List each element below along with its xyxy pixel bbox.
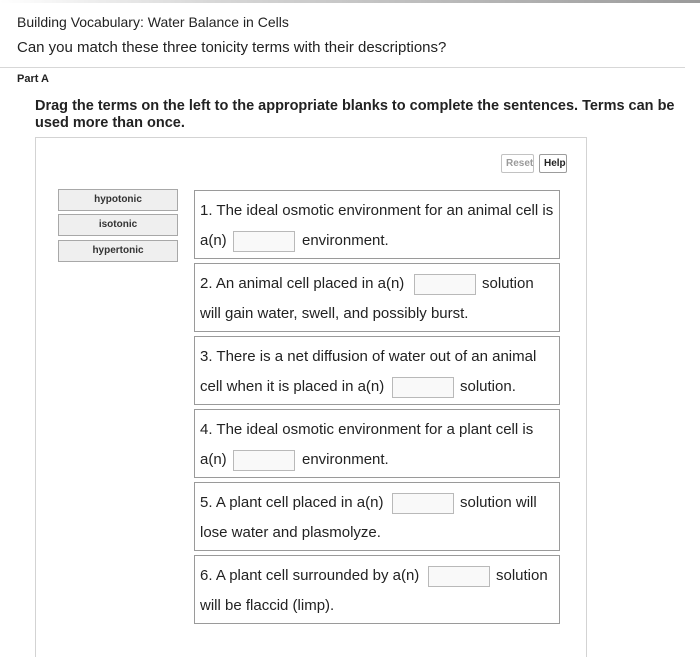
- term-hypertonic[interactable]: hypertonic: [58, 240, 178, 262]
- sentence-3-line-1: 3. There is a net diffusion of water out of an animal: [200, 348, 537, 365]
- drop-blank-3[interactable]: [392, 377, 454, 398]
- drop-blank-4[interactable]: [233, 450, 295, 471]
- sentence-box-5: [194, 482, 560, 551]
- sentence-5-before-blank: 5. A plant cell placed in a(n): [200, 494, 384, 511]
- help-button[interactable]: Help: [539, 154, 567, 173]
- sentence-3-after-blank: solution.: [460, 378, 516, 395]
- sentence-6-after-blank: solution: [496, 567, 548, 584]
- part-divider: [0, 67, 685, 68]
- sentence-5-after-blank: solution will: [460, 494, 537, 511]
- page-title: Building Vocabulary: Water Balance in Cells: [17, 14, 289, 30]
- sentence-2-after-blank: solution: [482, 275, 534, 292]
- sentence-box-3: [194, 336, 560, 405]
- top-divider: [0, 0, 700, 3]
- drop-blank-1[interactable]: [233, 231, 295, 252]
- sentence-box-6: [194, 555, 560, 624]
- sentence-3-before-blank: cell when it is placed in a(n): [200, 378, 385, 395]
- sentence-4-before-blank: a(n): [200, 451, 227, 468]
- sentence-box-2: [194, 263, 560, 332]
- sentence-1-line-1: 1. The ideal osmotic environment for an animal cell is: [200, 202, 554, 219]
- instructions: Drag the terms on the left to the appropriate blanks to complete the sentences. Terms can be used more than once.: [35, 98, 675, 131]
- sentence-box-1: [194, 190, 560, 259]
- sentence-box-4: [194, 409, 560, 478]
- term-isotonic[interactable]: isotonic: [58, 214, 178, 236]
- sentence-4-after-blank: environment.: [302, 451, 389, 468]
- drop-blank-5[interactable]: [392, 493, 454, 514]
- sentence-4-line-1: 4. The ideal osmotic environment for a plant cell is: [200, 421, 534, 438]
- reset-button[interactable]: Reset: [501, 154, 534, 173]
- term-hypotonic[interactable]: hypotonic: [58, 189, 178, 211]
- sentence-1-before-blank: a(n): [200, 232, 227, 249]
- sentence-6-line-2: will be flaccid (limp).: [200, 597, 335, 614]
- sentence-1-after-blank: environment.: [302, 232, 389, 249]
- sentence-5-line-2: lose water and plasmolyze.: [200, 524, 381, 541]
- drop-blank-6[interactable]: [428, 566, 490, 587]
- sentence-2-before-blank: 2. An animal cell placed in a(n): [200, 275, 405, 292]
- sentence-6-before-blank: 6. A plant cell surrounded by a(n): [200, 567, 420, 584]
- part-label: Part A: [17, 73, 49, 85]
- sentence-2-line-2: will gain water, swell, and possibly burst.: [200, 305, 469, 322]
- page-subtitle: Can you match these three tonicity terms with their descriptions?: [17, 39, 447, 56]
- drop-blank-2[interactable]: [414, 274, 476, 295]
